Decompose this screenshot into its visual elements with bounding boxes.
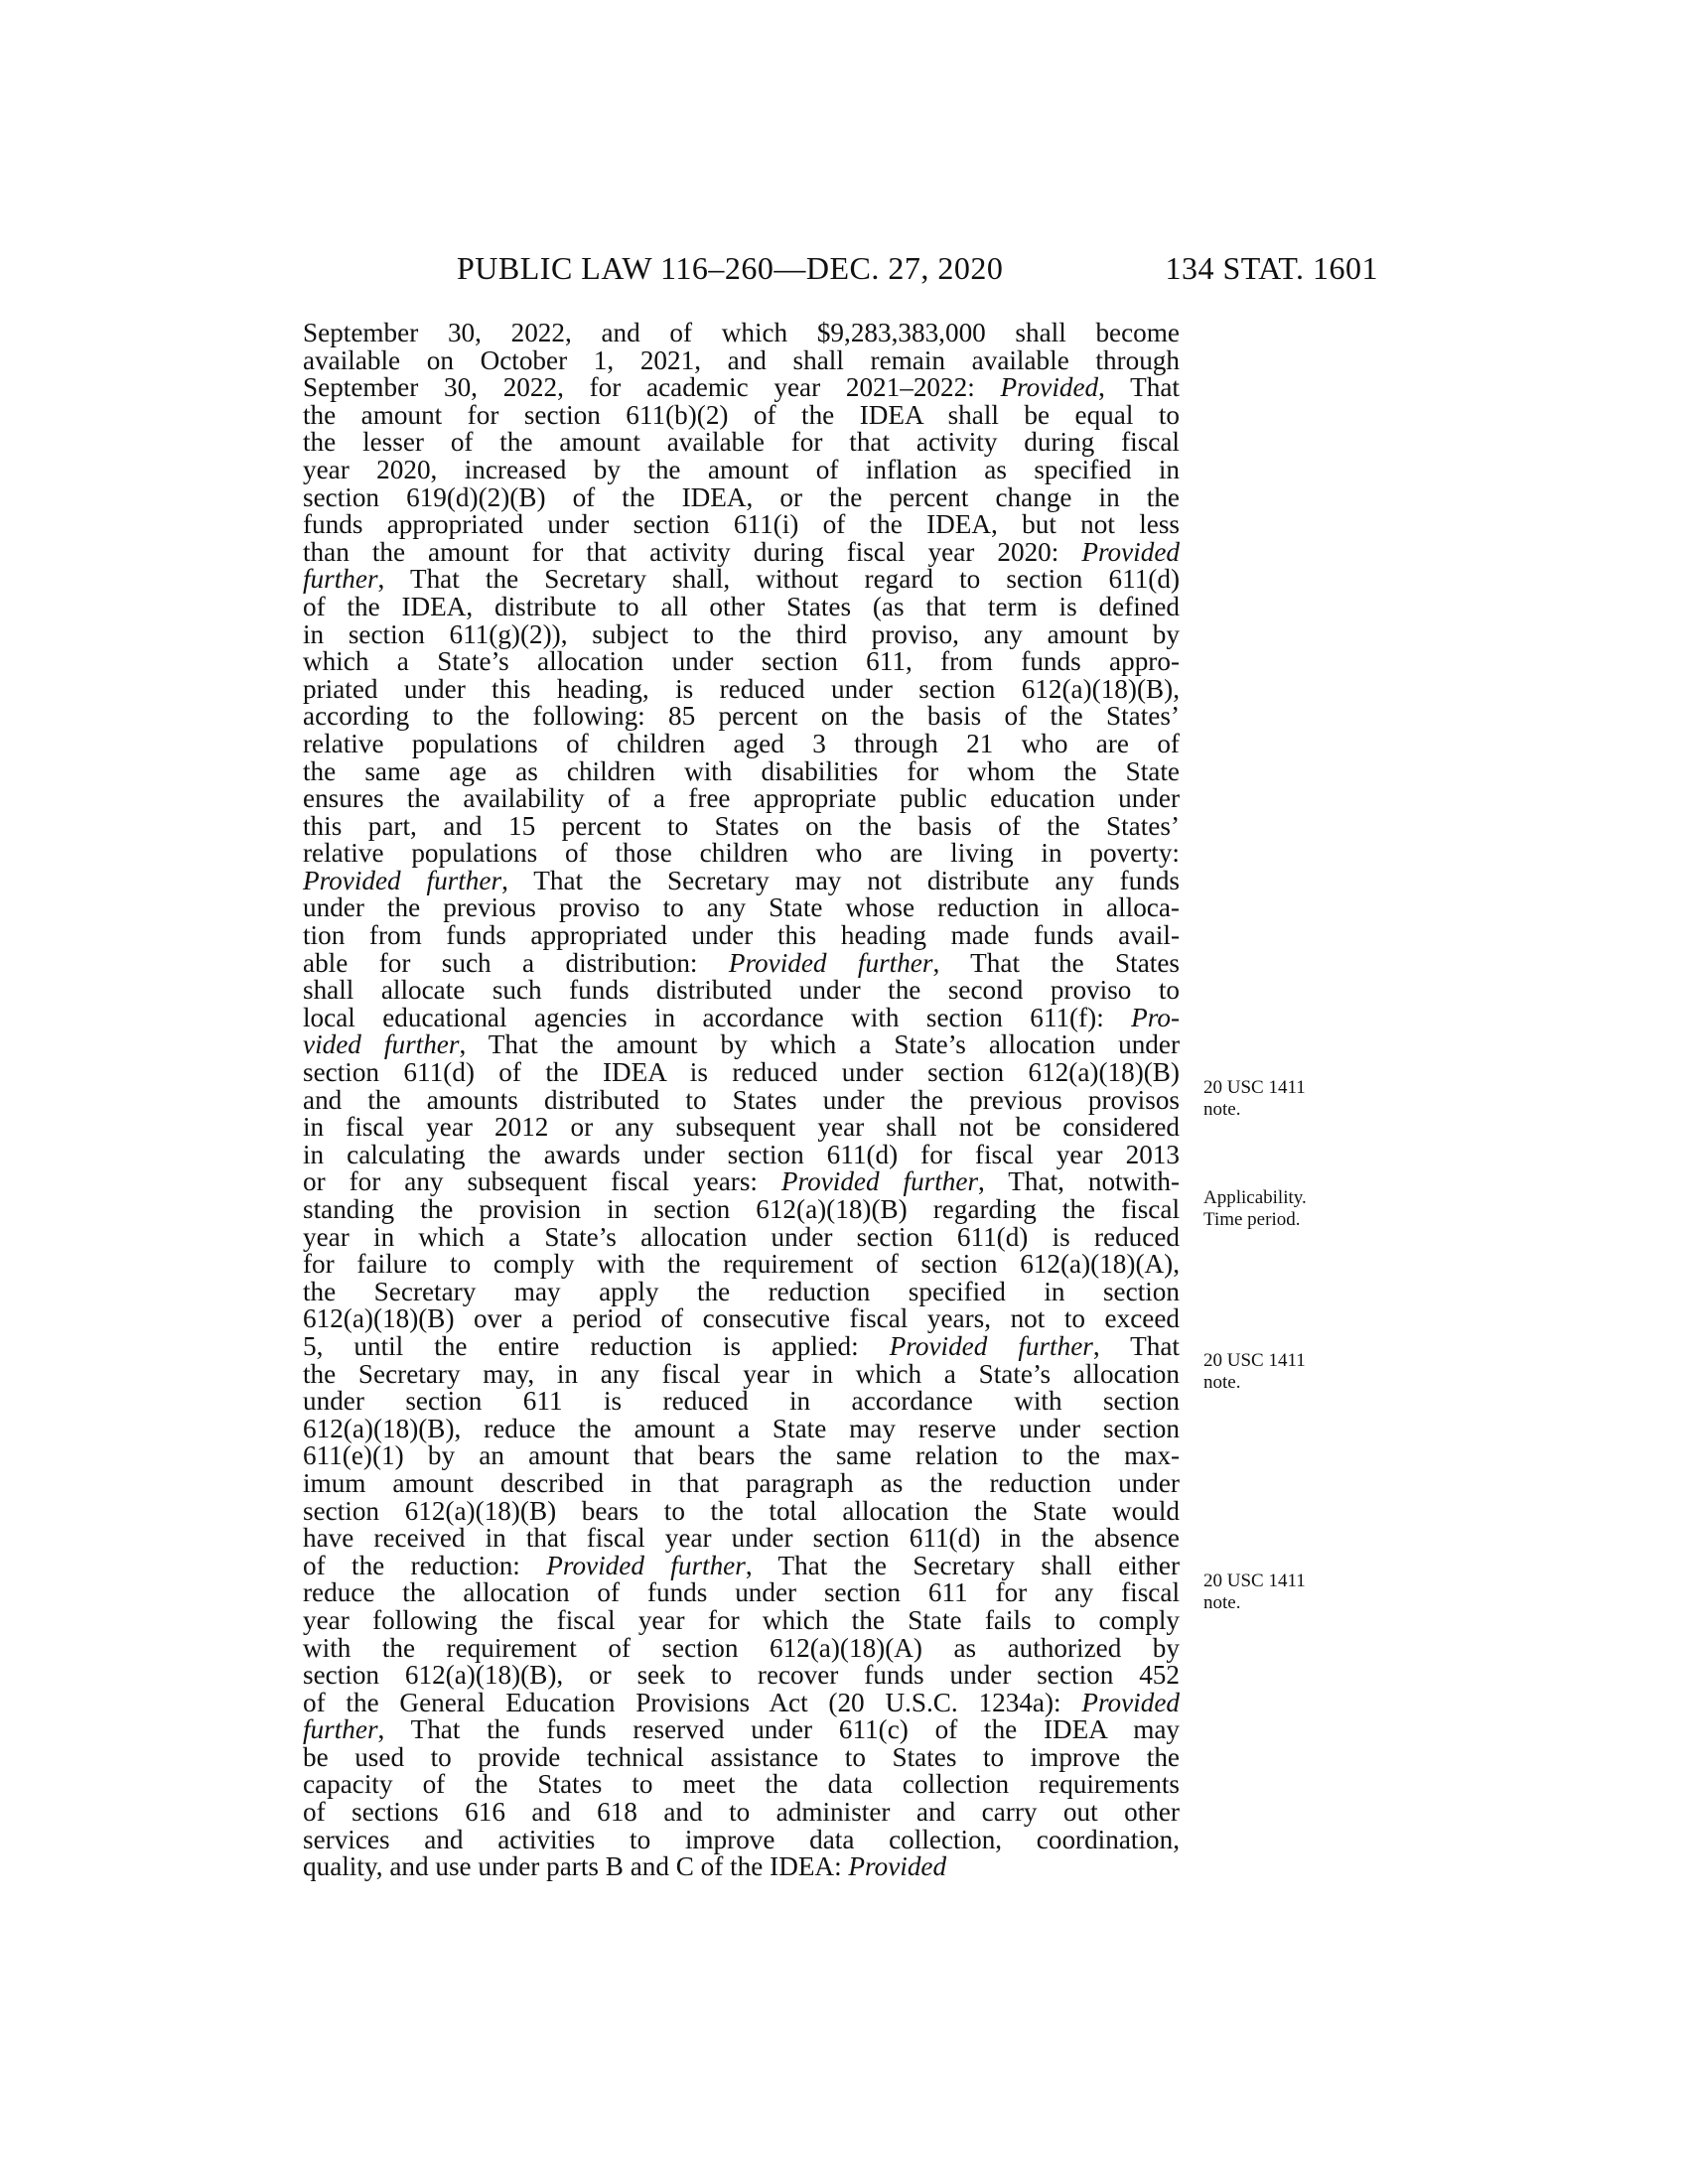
margin-note-4 bbox=[1203, 1570, 1352, 1614]
body-line-text: and the amounts distributed to States under the previous provisos bbox=[303, 1084, 1180, 1115]
body-line-text: which a State’s allocation under section 611, from funds appro- bbox=[303, 646, 1180, 677]
body-line-text: , That bbox=[1092, 1330, 1180, 1361]
body-line-text: , That, notwith- bbox=[978, 1166, 1180, 1197]
proviso-italic: Provided further bbox=[546, 1550, 746, 1580]
body-line-text: under the previous proviso to any State whose reduction in alloca- bbox=[303, 892, 1180, 923]
body-line bbox=[303, 785, 1180, 813]
body-line bbox=[303, 810, 1180, 841]
body-line-text: , That the Secretary shall either bbox=[745, 1550, 1180, 1580]
proviso-italic: Provided further bbox=[728, 947, 933, 978]
body-line-text: the same age as children with disabilities for whom the State bbox=[303, 755, 1180, 786]
body-line bbox=[303, 1031, 1180, 1059]
body-line bbox=[303, 1251, 1180, 1279]
body-line bbox=[303, 1114, 1180, 1142]
body-line-text: section 612(a)(18)(B) bears to the total allocation the State would bbox=[303, 1495, 1180, 1526]
body-line-text: of the reduction: bbox=[303, 1550, 547, 1580]
body-line bbox=[303, 1221, 1180, 1252]
body-line-text: be used to provide technical assistance to States to improve the bbox=[303, 1741, 1180, 1772]
body-line bbox=[303, 536, 1180, 567]
body-line-text: quality, and use under parts B and C of the IDEA: bbox=[303, 1851, 849, 1882]
body-line-text: relative populations of children aged 3 through 21 who are of bbox=[303, 728, 1180, 758]
body-line bbox=[303, 1196, 1180, 1224]
body-line bbox=[303, 1388, 1180, 1416]
body-line bbox=[303, 1305, 1180, 1333]
body-line-text: year in which a State’s allocation under section 611(d) is reduced bbox=[303, 1221, 1180, 1252]
body-line bbox=[303, 1687, 1180, 1717]
body-line bbox=[303, 1495, 1180, 1526]
body-line-text: , That the funds reserved under 611(c) of the IDEA may bbox=[377, 1714, 1180, 1745]
body-line-text: 612(a)(18)(B), reduce the amount a State may reserve under section bbox=[303, 1413, 1180, 1443]
body-line-text: year following the fiscal year for which the State fails to comply bbox=[303, 1604, 1180, 1635]
body-line bbox=[303, 511, 1180, 539]
body-line-text: the lesser of the amount available for that activity during fiscal bbox=[303, 427, 1180, 458]
body-line bbox=[303, 1579, 1180, 1607]
body-line-text: relative populations of those children who are living in poverty: bbox=[303, 838, 1180, 869]
body-line-text: section 612(a)(18)(B), or seek to recover funds under section 452 bbox=[303, 1660, 1180, 1691]
body-line bbox=[303, 1413, 1180, 1443]
body-line bbox=[303, 1662, 1180, 1690]
body-line-text: of the General Education Provisions Act (20 U.S.C. 1234a): bbox=[303, 1687, 1082, 1717]
body-line-text: , That bbox=[1098, 372, 1180, 403]
body-line bbox=[303, 1139, 1180, 1169]
body-line-text: under section 611 is reduced in accordance with section bbox=[303, 1386, 1180, 1417]
body-line bbox=[303, 1716, 1180, 1744]
body-line bbox=[303, 374, 1180, 402]
proviso-italic: Provided bbox=[1000, 372, 1099, 403]
body-line bbox=[303, 1467, 1180, 1498]
body-line-text: the Secretary may, in any fiscal year in which a State’s allocation bbox=[303, 1358, 1180, 1389]
body-line-text: this part, and 15 percent to States on the basis of the States’ bbox=[303, 810, 1180, 841]
margin-note-line: Applicability. bbox=[1203, 1187, 1307, 1208]
margin-note-line: 20 USC 1411 bbox=[1203, 1077, 1306, 1098]
margin-note-line: note. bbox=[1203, 1099, 1241, 1120]
body-line bbox=[303, 566, 1180, 594]
body-line-text: in calculating the awards under section 611(d) for fiscal year 2013 bbox=[303, 1139, 1180, 1169]
body-line-text: for failure to comply with the requirement of section 612(a)(18)(A), bbox=[303, 1249, 1180, 1280]
body-line bbox=[303, 399, 1180, 430]
margin-note-3 bbox=[1203, 1350, 1352, 1394]
body-line-text: available on October 1, 2021, and shall remain available through bbox=[303, 344, 1180, 375]
body-line bbox=[303, 1632, 1180, 1663]
proviso-italic: Provided further bbox=[889, 1330, 1093, 1361]
body-line bbox=[303, 703, 1180, 731]
body-line-text: 611(e)(1) by an amount that bears the same relation to the max- bbox=[303, 1440, 1180, 1471]
body-line-text: standing the provision in section 612(a)(18)(B) regarding the fiscal bbox=[303, 1194, 1180, 1224]
body-line-text: according to the following: 85 percent on the basis of the States’ bbox=[303, 701, 1180, 732]
body-line bbox=[303, 1853, 1180, 1881]
body-line bbox=[303, 648, 1180, 676]
body-line-text: , That the amount by which a State’s allocation under bbox=[459, 1029, 1180, 1060]
proviso-italic: Pro- bbox=[1131, 1002, 1180, 1032]
proviso-italic: Provided bbox=[1081, 536, 1180, 567]
body-line bbox=[303, 755, 1180, 786]
body-line bbox=[303, 728, 1180, 758]
margin-note-2 bbox=[1203, 1187, 1352, 1231]
body-line bbox=[303, 840, 1180, 868]
body-line bbox=[303, 591, 1180, 621]
body-line-text: shall allocate such funds distributed under the second proviso to bbox=[303, 975, 1180, 1006]
body-line-text: or for any subsequent fiscal years: bbox=[303, 1166, 781, 1197]
body-line bbox=[303, 1059, 1180, 1087]
proviso-italic: Provided further bbox=[780, 1166, 979, 1197]
proviso-italic: vided further bbox=[303, 1029, 460, 1060]
body-line-text: section 611(d) of the IDEA is reduced under section 612(a)(18)(B) bbox=[303, 1057, 1180, 1088]
body-line bbox=[303, 1330, 1180, 1361]
body-line-text: of the IDEA, distribute to all other States (as that term is defined bbox=[303, 591, 1180, 621]
margin-note-line: 20 USC 1411 bbox=[1203, 1350, 1306, 1371]
body-line-text: capacity of the States to meet the data collection requirements bbox=[303, 1769, 1180, 1800]
body-line bbox=[303, 922, 1180, 950]
body-line-text: imum amount described in that paragraph as the reduction under bbox=[303, 1467, 1180, 1498]
proviso-italic: further bbox=[303, 1714, 378, 1745]
body-line-text: September 30, 2022, and of which $9,283,383,000 shall become bbox=[303, 318, 1180, 347]
body-line bbox=[303, 1550, 1180, 1580]
body-line bbox=[303, 1604, 1180, 1635]
body-text bbox=[303, 320, 1180, 1881]
body-line-text: tion from funds appropriated under this heading made funds avail- bbox=[303, 920, 1180, 951]
body-line-text: of sections 616 and 618 and to administer and carry out other bbox=[303, 1797, 1180, 1828]
body-line-text: than the amount for that activity during fiscal year 2020: bbox=[303, 536, 1082, 567]
body-line-text: the amount for section 611(b)(2) of the IDEA shall be equal to bbox=[303, 399, 1180, 430]
body-line-text: 612(a)(18)(B) over a period of consecutive fiscal years, not to exceed bbox=[303, 1303, 1180, 1334]
body-line-text: reduce the allocation of funds under section 611 for any fiscal bbox=[303, 1577, 1180, 1608]
body-line-text: have received in that fiscal year under section 611(d) in the absence bbox=[303, 1523, 1180, 1554]
body-line-text: year 2020, increased by the amount of inflation as specified in bbox=[303, 454, 1180, 484]
body-line bbox=[303, 1525, 1180, 1553]
body-line bbox=[303, 1002, 1180, 1032]
proviso-italic: further bbox=[303, 564, 378, 595]
body-line-text: in fiscal year 2012 or any subsequent year shall not be considered bbox=[303, 1112, 1180, 1143]
body-line bbox=[303, 618, 1180, 649]
body-line-text: with the requirement of section 612(a)(18)(A) as authorized by bbox=[303, 1632, 1180, 1663]
body-line-text: September 30, 2022, for academic year 2021–2022: bbox=[303, 372, 1001, 403]
body-line-text: able for such a distribution: bbox=[303, 947, 729, 978]
body-line bbox=[303, 1799, 1180, 1827]
body-line bbox=[303, 1276, 1180, 1306]
body-line bbox=[303, 1824, 1180, 1854]
running-header bbox=[457, 250, 1378, 290]
body-line bbox=[303, 454, 1180, 484]
margin-note-1 bbox=[1203, 1077, 1352, 1121]
body-line-text: , That the States bbox=[932, 947, 1180, 978]
body-line bbox=[303, 1084, 1180, 1115]
margin-note-line: Time period. bbox=[1203, 1209, 1301, 1230]
body-line bbox=[303, 429, 1180, 457]
body-line-text: funds appropriated under section 611(i) of the IDEA, but not less bbox=[303, 509, 1180, 540]
body-line-text: , That the Secretary shall, without regard to section 611(d) bbox=[377, 564, 1180, 595]
body-line bbox=[303, 673, 1180, 704]
body-line bbox=[303, 1358, 1180, 1389]
proviso-italic: Provided further bbox=[303, 865, 502, 895]
body-line-text: ensures the availability of a free appropriate public education under bbox=[303, 783, 1180, 814]
body-line bbox=[303, 947, 1180, 978]
body-line-text: section 619(d)(2)(B) of the IDEA, or the percent change in the bbox=[303, 481, 1180, 512]
body-line-text: 5, until the entire reduction is applied: bbox=[303, 1330, 890, 1361]
header-title: PUBLIC LAW 116–260—DEC. 27, 2020 bbox=[457, 250, 1004, 286]
body-line bbox=[303, 894, 1180, 922]
body-line bbox=[303, 320, 1180, 347]
body-line-text: in section 611(g)(2)), subject to the third proviso, any amount by bbox=[303, 618, 1180, 649]
body-line bbox=[303, 977, 1180, 1005]
body-line-text: services and activities to improve data collection, coordination, bbox=[303, 1824, 1180, 1854]
body-line-text: priated under this heading, is reduced under section 612(a)(18)(B), bbox=[303, 673, 1180, 704]
header-stat-page: 134 STAT. 1601 bbox=[1165, 250, 1378, 286]
body-line bbox=[303, 1741, 1180, 1772]
proviso-italic: Provided bbox=[1081, 1687, 1180, 1717]
body-line bbox=[303, 1442, 1180, 1470]
margin-note-line: note. bbox=[1203, 1372, 1241, 1393]
margin-note-line: note. bbox=[1203, 1592, 1241, 1613]
margin-note-line: 20 USC 1411 bbox=[1203, 1570, 1306, 1591]
body-line-text: the Secretary may apply the reduction specified in section bbox=[303, 1276, 1180, 1306]
body-line-text: local educational agencies in accordance with section 611(f): bbox=[303, 1002, 1132, 1032]
body-line bbox=[303, 865, 1181, 895]
body-line bbox=[303, 344, 1180, 375]
proviso-italic: Provided bbox=[848, 1851, 947, 1882]
body-line bbox=[303, 481, 1180, 512]
body-line bbox=[303, 1771, 1180, 1799]
body-line-text: , That the Secretary may not distribute any funds bbox=[501, 865, 1181, 895]
body-line bbox=[303, 1168, 1180, 1196]
